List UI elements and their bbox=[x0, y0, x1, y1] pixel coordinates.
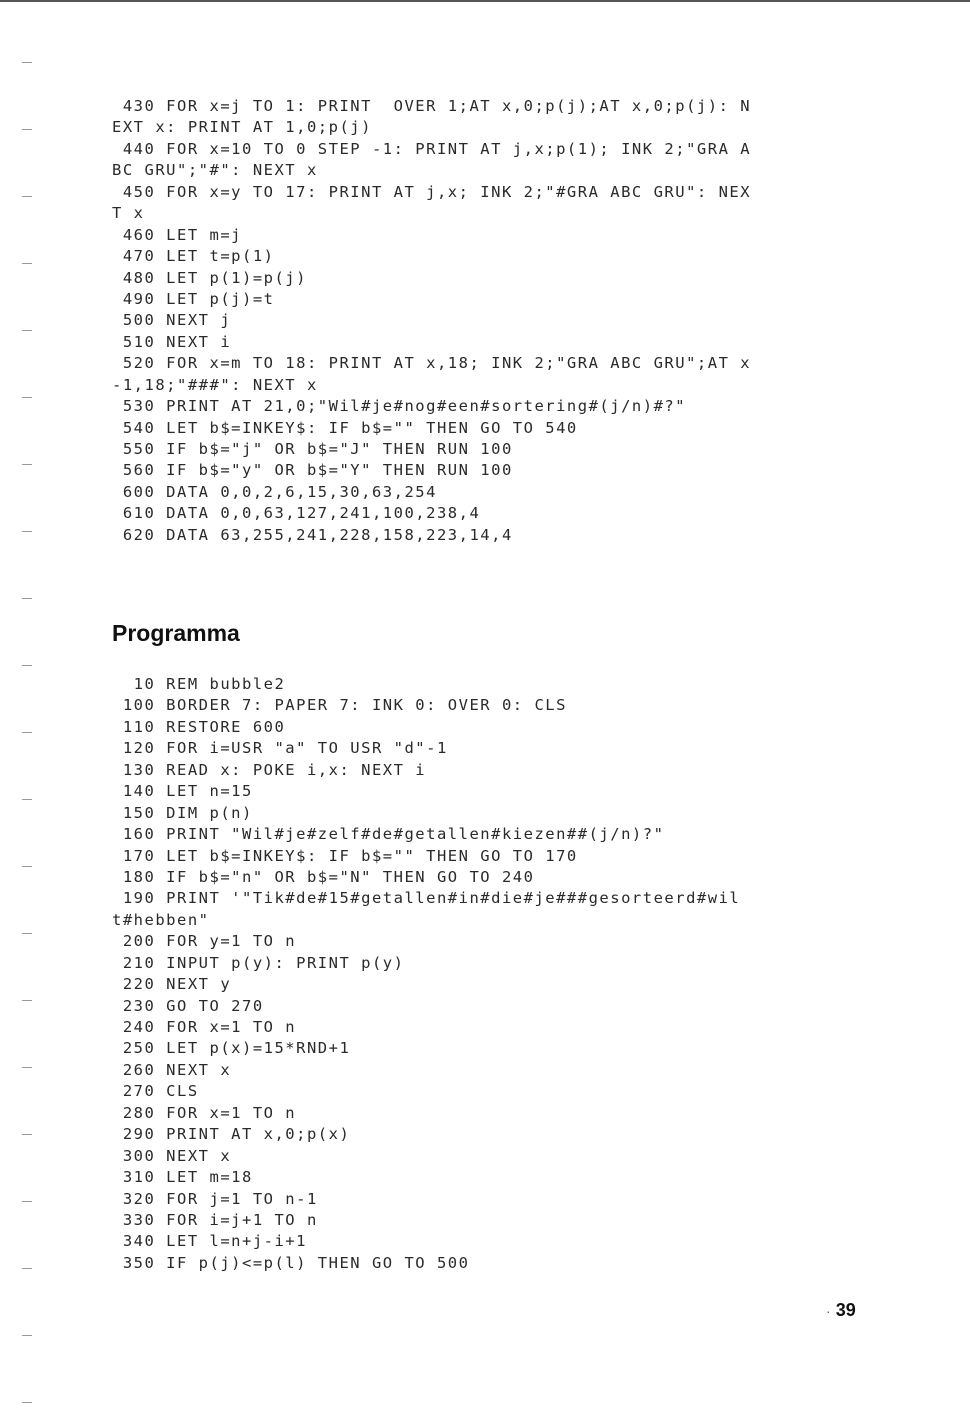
margin-mark bbox=[22, 464, 32, 465]
code-line: 210 INPUT p(y): PRINT p(y) bbox=[112, 953, 405, 972]
top-rule bbox=[0, 0, 970, 2]
code-line: 530 PRINT AT 21,0;"Wil#je#nog#een#sortering#(j/n)#?" bbox=[112, 397, 687, 416]
code-line: EXT x: PRINT AT 1,0;p(j) bbox=[112, 118, 372, 137]
margin-mark bbox=[22, 196, 32, 197]
code-line: 480 LET p(1)=p(j) bbox=[112, 268, 307, 287]
margin-mark bbox=[22, 397, 32, 398]
code-line: 100 BORDER 7: PAPER 7: INK 0: OVER 0: CLS bbox=[112, 696, 567, 715]
page-number-value: 39 bbox=[835, 1300, 856, 1320]
margin-mark bbox=[22, 1402, 32, 1403]
code-line: 470 LET t=p(1) bbox=[112, 247, 275, 266]
code-line: 320 FOR j=1 TO n-1 bbox=[112, 1189, 318, 1208]
code-listing-main bbox=[112, 674, 872, 1274]
code-line: 310 LET m=18 bbox=[112, 1168, 253, 1187]
code-line: 10 REM bubble2 bbox=[112, 675, 286, 693]
margin-mark bbox=[22, 1134, 32, 1135]
margin-mark bbox=[22, 1335, 32, 1336]
code-line: 220 NEXT y bbox=[112, 975, 232, 994]
margin-mark bbox=[22, 330, 32, 331]
page-number-dash: · bbox=[826, 1303, 831, 1319]
code-line: 510 NEXT i bbox=[112, 332, 232, 351]
margin-marks bbox=[0, 0, 40, 1421]
code-line: -1,18;"###": NEXT x bbox=[112, 375, 318, 394]
code-line: 160 PRINT "Wil#je#zelf#de#getallen#kiezen##(j/n)?" bbox=[112, 825, 665, 844]
code-line: 280 FOR x=1 TO n bbox=[112, 1103, 297, 1122]
margin-mark bbox=[22, 665, 32, 666]
code-line: 190 PRINT '"Tik#de#15#getallen#in#die#je###gesorteerd#wil bbox=[112, 889, 741, 908]
code-line: 290 PRINT AT x,0;p(x) bbox=[112, 1125, 351, 1144]
code-line: 550 IF b$="j" OR b$="J" THEN RUN 100 bbox=[112, 440, 513, 458]
code-line: 130 READ x: POKE i,x: NEXT i bbox=[112, 760, 427, 779]
code-line: 500 NEXT j bbox=[112, 311, 232, 330]
margin-mark bbox=[22, 866, 32, 867]
code-listing-top bbox=[112, 96, 872, 546]
code-line: 540 LET b$=INKEY$: IF b$="" THEN GO TO 540 bbox=[112, 418, 578, 437]
margin-mark bbox=[22, 1268, 32, 1269]
code-line: 520 FOR x=m TO 18: PRINT AT x,18; INK 2;"GRA ABC GRU";AT x bbox=[112, 354, 752, 373]
code-line: 620 DATA 63,255,241,228,158,223,14,4 bbox=[112, 525, 513, 544]
code-line: 460 LET m=j bbox=[112, 225, 242, 244]
code-line: 430 FOR x=j TO 1: PRINT OVER 1;AT x,0;p(j);AT x,0;p(j): N bbox=[112, 97, 752, 115]
margin-mark bbox=[22, 62, 32, 63]
code-line: 330 FOR i=j+1 TO n bbox=[112, 1210, 318, 1229]
code-line: 260 NEXT x bbox=[112, 1060, 232, 1079]
margin-mark bbox=[22, 933, 32, 934]
code-line: 240 FOR x=1 TO n bbox=[112, 1018, 297, 1036]
code-line: 230 GO TO 270 bbox=[112, 996, 264, 1015]
margin-mark bbox=[22, 732, 32, 733]
margin-mark bbox=[22, 531, 32, 532]
margin-mark bbox=[22, 1201, 32, 1202]
code-line: 300 NEXT x bbox=[112, 1146, 232, 1165]
code-line: 170 LET b$=INKEY$: IF b$="" THEN GO TO 170 bbox=[112, 846, 578, 865]
code-line: 250 LET p(x)=15*RND+1 bbox=[112, 1039, 351, 1058]
code-line: 180 IF b$="n" OR b$="N" THEN GO TO 240 bbox=[112, 867, 535, 886]
code-line: 440 FOR x=10 TO 0 STEP -1: PRINT AT j,x;p(1); INK 2;"GRA A bbox=[112, 139, 752, 158]
margin-mark bbox=[22, 1000, 32, 1001]
code-line: t#hebben" bbox=[112, 910, 210, 929]
code-line: BC GRU";"#": NEXT x bbox=[112, 161, 318, 180]
code-line: 340 LET l=n+j-i+1 bbox=[112, 1232, 307, 1251]
code-line: 270 CLS bbox=[112, 1082, 199, 1101]
code-line: T x bbox=[112, 204, 145, 223]
code-line: 450 FOR x=y TO 17: PRINT AT j,x; INK 2;"#GRA ABC GRU": NEX bbox=[112, 182, 752, 201]
margin-mark bbox=[22, 129, 32, 130]
code-line: 610 DATA 0,0,63,127,241,100,238,4 bbox=[112, 504, 481, 523]
margin-mark bbox=[22, 598, 32, 599]
code-line: 140 LET n=15 bbox=[112, 782, 253, 801]
section-heading: Programma bbox=[112, 620, 240, 646]
code-line: 200 FOR y=1 TO n bbox=[112, 932, 297, 951]
margin-mark bbox=[22, 263, 32, 264]
code-line: 490 LET p(j)=t bbox=[112, 289, 275, 308]
code-line: 120 FOR i=USR "a" TO USR "d"-1 bbox=[112, 739, 448, 758]
code-line: 150 DIM p(n) bbox=[112, 803, 253, 822]
code-line: 110 RESTORE 600 bbox=[112, 717, 286, 736]
code-line: 600 DATA 0,0,2,6,15,30,63,254 bbox=[112, 482, 437, 501]
margin-mark bbox=[22, 1067, 32, 1068]
code-line: 560 IF b$="y" OR b$="Y" THEN RUN 100 bbox=[112, 461, 513, 480]
margin-mark bbox=[22, 799, 32, 800]
page-number bbox=[826, 1300, 886, 1321]
code-line: 350 IF p(j)<=p(l) THEN GO TO 500 bbox=[112, 1253, 470, 1272]
